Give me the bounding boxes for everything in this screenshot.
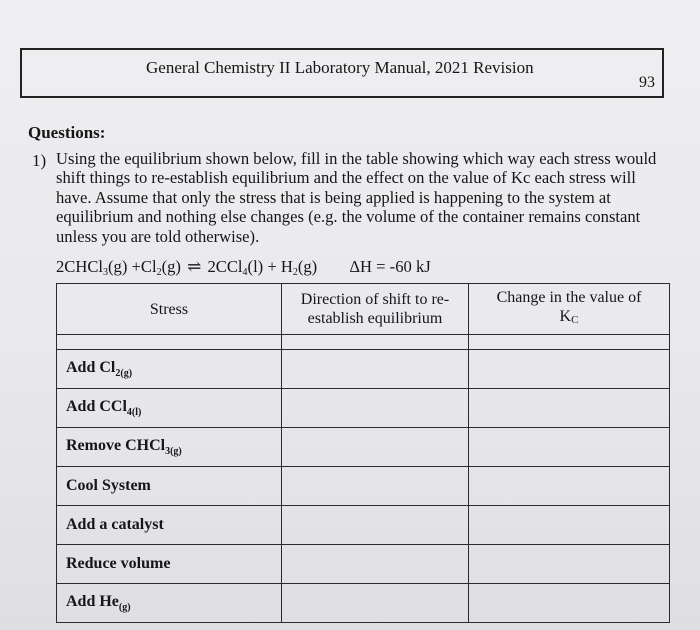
- direction-cell[interactable]: [282, 584, 469, 623]
- table-row: [57, 584, 670, 623]
- eq-text: (g) +Cl: [108, 257, 157, 276]
- direction-cell[interactable]: [282, 545, 469, 584]
- eq-product-ccl4: 2CCl: [207, 257, 243, 276]
- stress-add-cl2: [57, 350, 282, 389]
- kc-change-cell[interactable]: [469, 506, 670, 545]
- spacer-cell: [469, 335, 670, 350]
- manual-title: General Chemistry II Laboratory Manual, 2021 Revision: [146, 58, 534, 77]
- table-header-row: [57, 284, 670, 335]
- spacer-row: [57, 335, 670, 350]
- table-row: [57, 467, 670, 506]
- kc-change-cell[interactable]: [469, 389, 670, 428]
- table-row: [57, 545, 670, 584]
- stress-table: [56, 283, 670, 623]
- direction-cell[interactable]: [282, 350, 469, 389]
- header-direction: Direction of shift to re-establish equilibrium: [282, 284, 469, 335]
- stress-subscript: 4(l): [126, 407, 142, 418]
- spacer-cell: [57, 335, 282, 350]
- spacer-cell: [282, 335, 469, 350]
- questions-heading: Questions:: [28, 123, 106, 142]
- header-stress: Stress: [57, 284, 282, 335]
- kc-change-cell[interactable]: [469, 584, 670, 623]
- kc-symbol: K: [559, 308, 572, 325]
- equilibrium-arrow: ⇌: [187, 257, 202, 276]
- stress-add-catalyst: [57, 506, 282, 545]
- direction-cell[interactable]: [282, 506, 469, 545]
- eq-sub: 4: [242, 267, 248, 278]
- stress-label: Cool System: [66, 477, 151, 494]
- table-row: [57, 506, 670, 545]
- stress-reduce-volume: [57, 545, 282, 584]
- stress-label: Add a catalyst: [66, 516, 164, 533]
- stress-label: Remove CHCl: [66, 437, 166, 454]
- stress-subscript: 3(g): [165, 446, 182, 457]
- table-row: [57, 389, 670, 428]
- stress-subscript: 2(g): [115, 368, 133, 379]
- direction-cell[interactable]: [282, 389, 469, 428]
- direction-cell[interactable]: [282, 467, 469, 506]
- header-change-kc: [469, 284, 670, 335]
- header-change-label: Change in the value of: [496, 289, 642, 306]
- kc-change-cell[interactable]: [469, 428, 670, 467]
- eq-text: (l) + H: [247, 257, 293, 276]
- eq-sub: 2: [292, 267, 298, 278]
- page-header: [20, 48, 664, 98]
- eq-text: (g): [161, 257, 181, 276]
- stress-remove-chcl3: [57, 428, 282, 467]
- stress-label: Reduce volume: [66, 555, 171, 572]
- table-row: [57, 428, 670, 467]
- eq-text: (g): [297, 257, 318, 276]
- stress-add-ccl4: [57, 389, 282, 428]
- eq-reactant-chcl3: 2CHCl: [56, 257, 104, 276]
- question-number: 1): [32, 151, 47, 170]
- stress-add-he: [57, 584, 282, 623]
- kc-change-cell[interactable]: [469, 467, 670, 506]
- kc-subscript: C: [571, 314, 579, 326]
- direction-cell[interactable]: [282, 428, 469, 467]
- question-text: Using the equilibrium shown below, fill in the table showing which way each stress would shift things to re-establish equilibrium and the effect on the value of Kc each stress will have. Assume that only the stress that is being applied is happening to the system at equilibrium and nothing else changes (e.g. the volume of the container remains constant unless you are told otherwise).: [56, 149, 657, 246]
- kc-change-cell[interactable]: [469, 350, 670, 389]
- eq-sub: 2: [156, 267, 162, 278]
- stress-cool-system: [57, 467, 282, 506]
- stress-label: Add CCl: [66, 398, 127, 415]
- table-row: [57, 350, 670, 389]
- stress-subscript: (g): [118, 602, 131, 613]
- enthalpy-change: ΔH = -60 kJ: [349, 257, 431, 276]
- eq-sub: 3: [103, 267, 109, 278]
- page-number: 93: [639, 74, 655, 91]
- stress-label: Add He: [66, 593, 119, 610]
- stress-label: Add Cl: [66, 359, 116, 376]
- kc-change-cell[interactable]: [469, 545, 670, 584]
- equilibrium-equation: [56, 257, 431, 278]
